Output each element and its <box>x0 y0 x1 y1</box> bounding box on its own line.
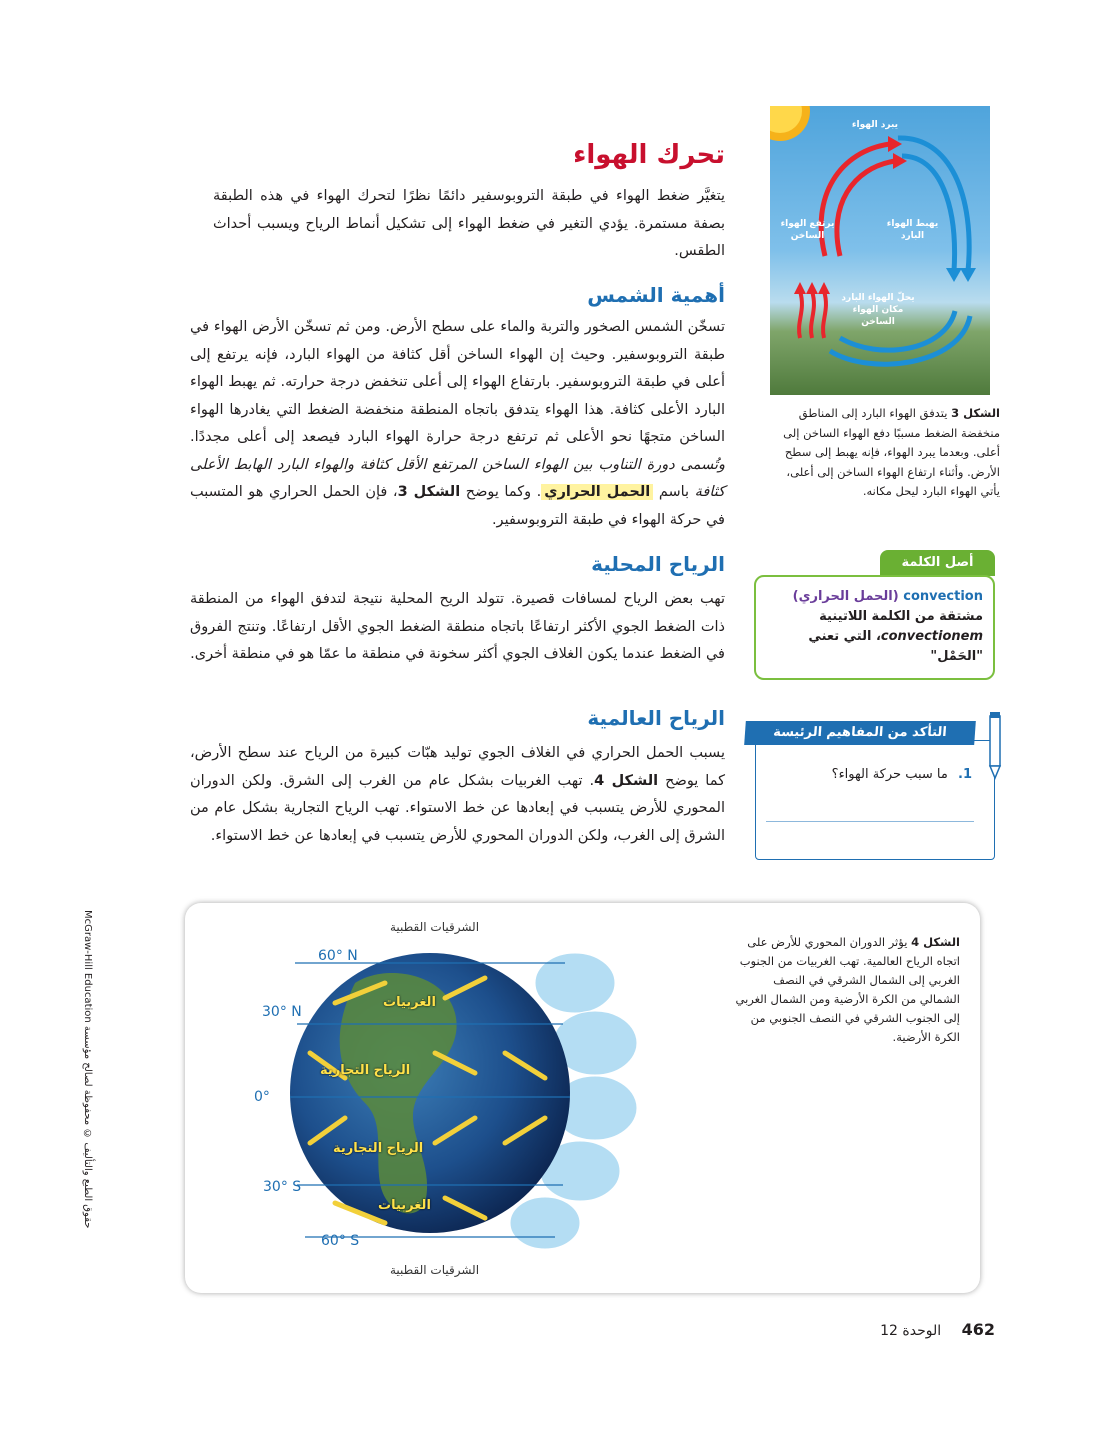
fig4-ref[interactable]: الشكل 4 <box>594 772 659 789</box>
word-origin-box <box>754 575 995 680</box>
fig3-label-replace: يحلّ الهواء البارد مكان الهواء الساخن <box>841 293 915 327</box>
kcc-question-1 <box>832 767 972 782</box>
squiggle-arrowhead-1 <box>794 282 806 294</box>
squiggle-arrowhead-3 <box>818 282 830 294</box>
sun-text-a: تسخّن الشمس الصخور والتربة والماء على سطح الأرض. ومن ثم تسخّن الأرض الهواء في طبقة التروبوسفير. وحيث إن الهواء الساخن أقل كثافة من الهواء البارد، فإنه يرتفع إلى أعلى في طبقة التروبوسفير. بارتفاع الهواء إلى أعلى تنخفض درجة حرارته. ثم يهبط الهواء البارد الأعلى كثافة. هذا الهواء يتدفق باتجاه المنطقة منخفضة الضغط التي يغادرها الهواء الساخن متجهًا نحو الأعلى ثم ترتفع درجة حرارة الهواء البارد فيصعد إلى أعلى مجددًا. <box>190 319 725 445</box>
fig3-caption <box>770 404 1000 502</box>
lat-30s: 30° S <box>263 1179 302 1195</box>
word-origin-term-ar: (الحمل الحراري) <box>792 589 899 604</box>
key-concept-check-box <box>755 740 995 860</box>
unit-label: الوحدة 12 <box>880 1323 942 1339</box>
trade-winds-north: الرياح التجارية <box>320 1063 411 1078</box>
copyright-side-text <box>80 910 100 1260</box>
fig3-ref[interactable]: الشكل 3 <box>397 484 461 500</box>
kcc-question-text: ما سبب حركة الهواء؟ <box>831 767 948 782</box>
copyright-text: McGraw-Hill Education حقوق الطبع والتأليف © محفوظة لصالح مؤسسة <box>82 910 93 1229</box>
figure-3-convection-diagram <box>770 106 990 395</box>
heading-local-winds: الرياح المحلية <box>591 552 725 576</box>
heading-global-winds: الرياح العالمية <box>587 706 725 730</box>
heading-sun-importance: أهمية الشمس <box>587 283 725 307</box>
fig3-caption-label: الشكل 3 <box>951 406 1000 420</box>
term-convection: الحمل الحراري <box>541 484 653 500</box>
pencil-icon <box>985 712 1005 782</box>
page-footer <box>880 1320 995 1339</box>
warm-rise-squiggle-2 <box>811 291 814 338</box>
local-winds-paragraph: تهب بعض الرياح لمسافات قصيرة. تتولد الريح المحلية نتيجة لتدفق الهواء من المنطقة ذات الضغط الجوي الأكثر ارتفاعًا باتجاه منطقة الضغط الجوي الأقل ارتفاعًا. وتنتج الفروق في الضغط عندما يكون الغلاف الجوي أكثر سخونة في منطقة ما عمّا هو في منطقة أخرى. <box>190 591 725 662</box>
westerlies-south: الغربيات <box>378 1198 431 1213</box>
fig4-caption <box>730 933 960 1047</box>
warm-rise-squiggle-3 <box>823 291 826 338</box>
fig4-caption-text: يؤثر الدوران المحوري للأرض على اتجاه الرياح العالمية. تهب الغربيات من الجنوب الغربي إلى الشمال الشرقي في النصف الشمالي من الكرة الأرضية ومن الشمال الغربي إلى الجنوب الشرقي في النصف الجنوبي من الكرة الأرضية. <box>735 935 960 1044</box>
page-number: 462 <box>961 1320 995 1339</box>
polar-easterlies-top: الشرقيات القطبية <box>390 920 480 934</box>
word-origin-text-a: مشتقة من الكلمة اللاتينية <box>819 609 983 624</box>
fig3-label-sinking: يهبط الهواء البارد <box>886 219 939 241</box>
warm-rise-squiggle-1 <box>799 291 802 338</box>
sun-paragraph <box>190 314 725 534</box>
convection-arrows-graphic <box>770 106 990 395</box>
word-origin-text-b: ، التي تعني "الحَمْل" <box>808 629 983 664</box>
word-origin-tab: أصل الكلمة <box>880 550 995 576</box>
intro-paragraph: يتغيَّر ضغط الهواء في طبقة التروبوسفير دائمًا نظرًا لتحرك الهواء في هذه الطبقة بصفة مستمرة. يؤدي التغير في ضغط الهواء إلى تشكيل أنماط الرياح ويسبب أحداث الطقس. <box>213 188 725 259</box>
blue-arrowhead-2 <box>946 268 962 282</box>
fig3-label-top: يبرد الهواء <box>851 120 899 130</box>
word-origin-latin: convectionem <box>880 629 983 644</box>
polar-easterlies-bottom: الشرقيات القطبية <box>390 1263 480 1277</box>
word-origin-term: convection <box>903 589 983 604</box>
key-concept-check-tab: التأكد من المفاهيم الرئيسة <box>744 721 976 745</box>
sun-text-c: . وكما يوضح <box>465 484 542 500</box>
squiggle-arrowhead-2 <box>806 282 818 294</box>
lat-30n: 30° N <box>262 1004 302 1020</box>
global-winds-paragraph <box>190 740 725 850</box>
sun-text-italic: وتُسمى دورة التناوب بين الهواء الساخن المرتفع الأقل كثافة والهواء البارد الهابط الأعلى كثافة <box>190 456 726 500</box>
fig3-caption-text: يتدفق الهواء البارد إلى المناطق منخفضة الضغط مسببًا دفع الهواء الساخن إلى أعلى. وبعدما يبرد الهواء، فإنه يهبط إلى سطح الأرض. وأثناء ارتفاع الهواء الساخن إلى أعلى، يأتي الهواء البارد ليحل مكانه. <box>783 406 1000 498</box>
sun-text-d: ، فإن الحمل الحراري هو المتسبب في حركة الهواء في طبقة التروبوسفير. <box>190 484 725 528</box>
lat-0: 0° <box>254 1089 270 1105</box>
word-origin-text <box>763 587 983 667</box>
fig3-label-rising: يرتفع الهواء الساخن <box>780 219 835 241</box>
lat-60s: 60° S <box>321 1233 360 1249</box>
lat-60n: 60° N <box>318 948 358 964</box>
kcc-question-number: 1. <box>958 767 972 782</box>
section-heading-air-movement: تحرك الهواء <box>573 140 725 170</box>
blue-arrowhead-1 <box>960 268 976 282</box>
westerlies-north: الغربيات <box>383 995 436 1010</box>
sun-text-b: باسم <box>658 484 690 500</box>
trade-winds-south: الرياح التجارية <box>333 1141 424 1156</box>
global-text-a: يسبب الحمل الحراري في الغلاف الجوي توليد هبّات كبيرة من الرياح عند سطح الأرض، كما يوضح <box>190 745 726 789</box>
global-text-b: . تهب الغربيات بشكل عام من الغرب إلى الشرق. ولكن الدوران المحوري للأرض يتسبب في إبعادها عن خط الاستواء. تهب الرياح التجارية بشكل عام من الشرق إلى الغرب، ولكن الدوران المحوري للأرض يتسبب في إبعادها عن خط الاستواء. <box>190 772 725 844</box>
sinking-cool-arrow-2 <box>902 156 955 271</box>
answer-line[interactable] <box>766 821 974 822</box>
fig4-caption-label: الشكل 4 <box>911 935 960 949</box>
